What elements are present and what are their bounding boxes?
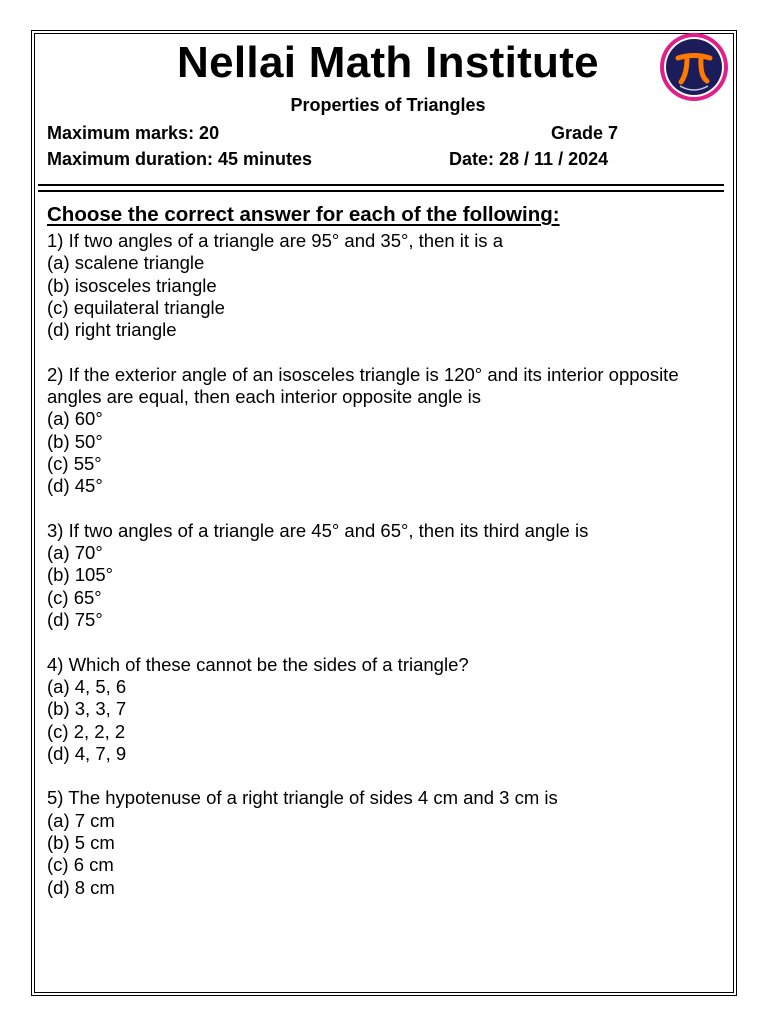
question-3: [47, 520, 707, 631]
header-divider-top: [38, 184, 724, 186]
question-2: [47, 364, 707, 498]
option-c: (c) equilateral triangle: [47, 296, 225, 318]
test-date: Date: 28 / 11 / 2024: [449, 149, 609, 169]
question-5: [47, 787, 707, 898]
option-a: (a) scalene triangle: [47, 252, 205, 274]
pi-symbol-logo-icon: [656, 32, 732, 102]
option-d: (d) 8 cm: [47, 876, 115, 898]
option-d: (d) right triangle: [47, 319, 177, 341]
header-divider-bottom: [38, 190, 724, 192]
question-4: [47, 654, 707, 765]
option-a: (a) 7 cm: [47, 809, 115, 831]
question-list: [47, 230, 707, 921]
option-d: (d) 75°: [47, 609, 103, 631]
max-marks: Maximum marks: 20: [47, 123, 220, 143]
option-b: (b) 3, 3, 7: [47, 698, 127, 720]
option-c: (c) 55°: [47, 452, 102, 474]
option-c: (c) 6 cm: [47, 854, 114, 876]
institute-title: Nellai Math Institute: [177, 38, 599, 87]
option-d: (d) 45°: [47, 475, 103, 497]
option-c: (c) 65°: [47, 586, 102, 608]
option-b: (b) isosceles triangle: [47, 274, 217, 296]
question-1: [47, 230, 707, 341]
option-d: (d) 4, 7, 9: [47, 742, 127, 764]
question-text: 4) Which of these cannot be the sides of a triangle?: [47, 653, 469, 675]
test-subject: Properties of Triangles: [290, 95, 486, 115]
option-c: (c) 2, 2, 2: [47, 720, 126, 742]
option-b: (b) 105°: [47, 564, 114, 586]
option-a: (a) 4, 5, 6: [47, 675, 127, 697]
option-b: (b) 50°: [47, 430, 103, 452]
option-a: (a) 70°: [47, 542, 103, 564]
option-b: (b) 5 cm: [47, 832, 115, 854]
option-a: (a) 60°: [47, 408, 103, 430]
grade: Grade 7: [551, 123, 619, 143]
question-text: 1) If two angles of a triangle are 95° and 35°, then it is a: [47, 230, 503, 251]
question-text: 3) If two angles of a triangle are 45° and 65°, then its third angle is: [47, 519, 589, 541]
question-text: 2) If the exterior angle of an isosceles triangle is 120° and its interior opposite angles are equal, then each interior opposite angle is: [47, 363, 679, 408]
max-duration: Maximum duration: 45 minutes: [47, 149, 313, 169]
question-text: 5) The hypotenuse of a right triangle of sides 4 cm and 3 cm is: [47, 787, 558, 809]
instruction-heading: Choose the correct answer for each of the following:: [47, 203, 560, 226]
